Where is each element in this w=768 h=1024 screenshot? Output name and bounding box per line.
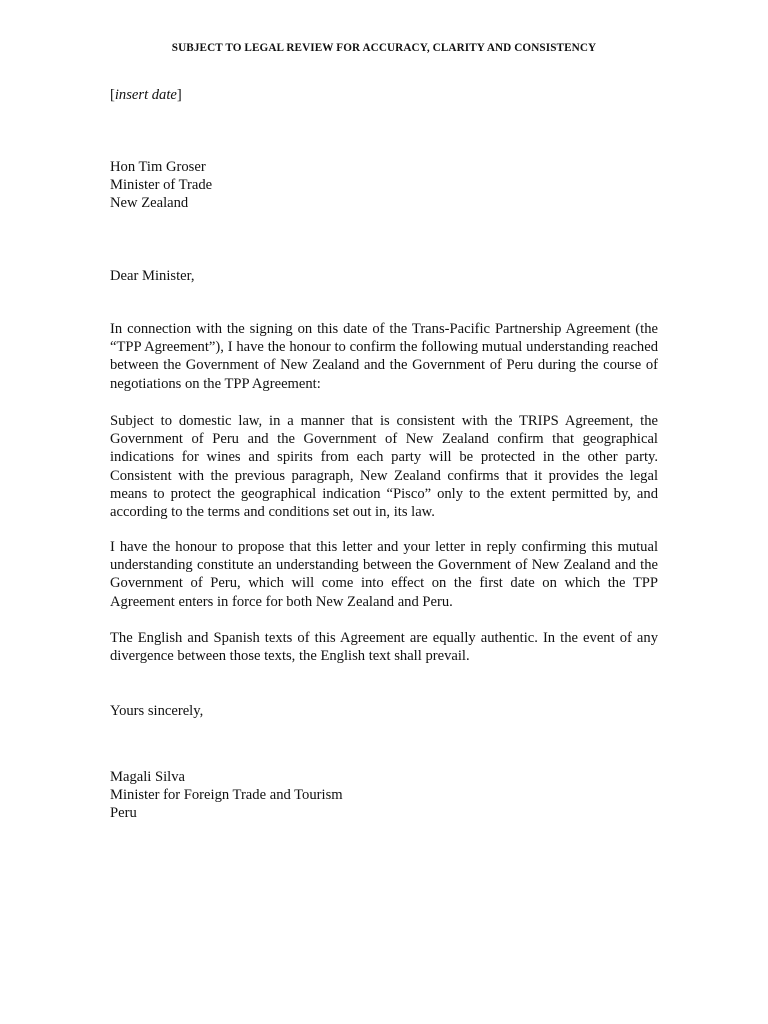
addressee-title: Minister of Trade <box>110 177 213 194</box>
paragraph-geographical-indications: Subject to domestic law, in a manner that is consistent with the TRIPS Agreement, the Government of Peru and the Government of New Zealand confirm that geographical indications for wines and spirits from each party will be protected in the other party. Consistent with the previous paragraph, New Zealand confirms that it provides the legal means to protect the geographical indication “Pisco” only to the extent permitted by, and according to the terms and conditions set out in, its law. <box>110 413 658 521</box>
closing: Yours sincerely, <box>110 703 204 719</box>
paragraph-proposal: I have the honour to propose that this letter and your letter in reply confirming this mutual understanding constitute an understanding between the Government of New Zealand and the Government of Peru, which will come into effect on the first date on which the TPP Agreement enters in force for both New Zealand and Peru. <box>110 539 658 610</box>
signatory-title: Minister for Foreign Trade and Tourism <box>110 787 343 804</box>
signatory-country: Peru <box>110 805 137 822</box>
paragraph-intro: In connection with the signing on this date of the Trans-Pacific Partnership Agreement (the “TPP Agreement”), I have the honour to confirm the following mutual understanding reached between the Government of New Zealand and the Government of Peru during the course of negotiations on the TPP Agreement: <box>110 321 658 392</box>
addressee-country: New Zealand <box>110 195 189 212</box>
date-line <box>110 86 658 104</box>
addressee-block <box>110 158 658 213</box>
date-bracket-close: ] <box>176 87 182 103</box>
date-placeholder: insert date <box>114 87 177 103</box>
signatory-name: Magali Silva <box>110 769 185 785</box>
paragraph-authentic-texts: The English and Spanish texts of this Agreement are equally authentic. In the event of any divergence between those texts, the English text shall prevail. <box>110 630 658 665</box>
salutation: Dear Minister, <box>110 268 195 284</box>
date-bracket-open: [ <box>110 87 115 103</box>
legal-review-header: SUBJECT TO LEGAL REVIEW FOR ACCURACY, CLARITY AND CONSISTENCY <box>171 42 597 54</box>
addressee-name: Hon Tim Groser <box>110 159 206 175</box>
signatory-block <box>110 768 658 823</box>
